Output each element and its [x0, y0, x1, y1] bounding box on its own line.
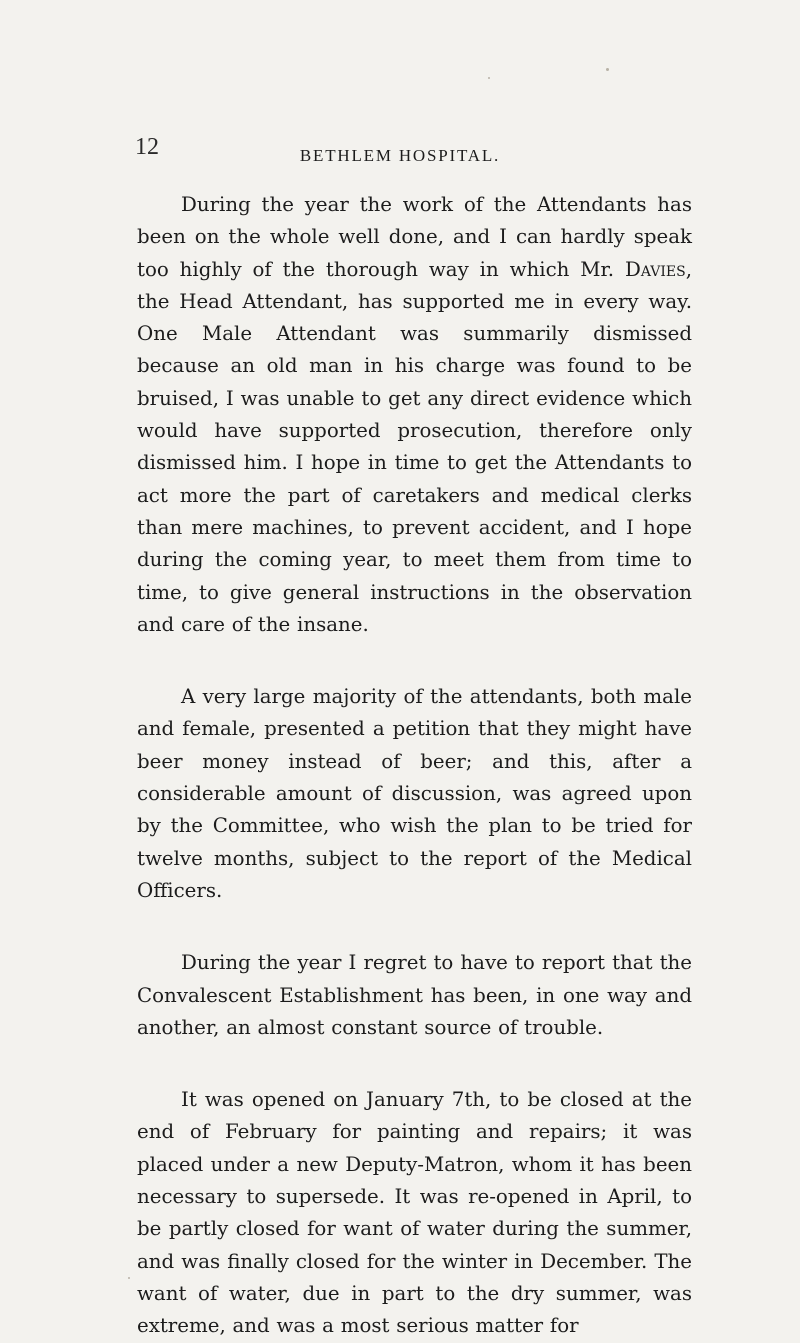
paper-speck — [606, 68, 609, 71]
page-number: 12 — [135, 134, 159, 160]
paragraph-convalescent: During the year I regret to have to report that the Convalescent Establishment has been, in one way and another, an almost constant source of trouble. — [137, 951, 692, 1039]
paragraph-attendants: During the year the work of the Attendants has been on the whole well done, and I can hardly speak too highly of the thorough way in which Mr. Davies, the Head Attendant, has supported me in every way. One Male Attendant was summarily dismissed because an old man in his charge was found to be bruised, I was unable to get any direct evidence which would have supported prosecution, therefore only dismissed him. I hope in time to get the Attendants to act more the part of caretakers and medical clerks than mere machines, to prevent accident, and I hope during the coming year, to meet them from time to time, to give general instructions in the observation and care of the insane. — [137, 193, 692, 636]
running-title: BETHLEM HOSPITAL. — [299, 146, 501, 165]
paper-speck — [128, 1277, 130, 1279]
surname-davies: Davies — [624, 257, 686, 281]
paper-speck — [488, 77, 490, 79]
paragraph-opening-dates: It was opened on January 7th, to be closed at the end of February for painting and repairs; it was placed under a new Deputy-Matron, whom it has been necessary to supersede. It was re-opened in April, to be partly closed for want of water during the summer, and was finally closed for the winter in December. The want of water, due in part to the dry summer, was extreme, and was a most serious matter for — [137, 1088, 692, 1338]
body-text — [137, 189, 692, 1343]
paragraph-beer-money: A very large majority of the attendants, both male and female, presented a petition that they might have beer money instead of beer; and this, after a considerable amount of discussion, was agreed upon by the Committee, who wish the plan to be tried for twelve months, subject to the report of the Medical Officers. — [137, 685, 692, 902]
